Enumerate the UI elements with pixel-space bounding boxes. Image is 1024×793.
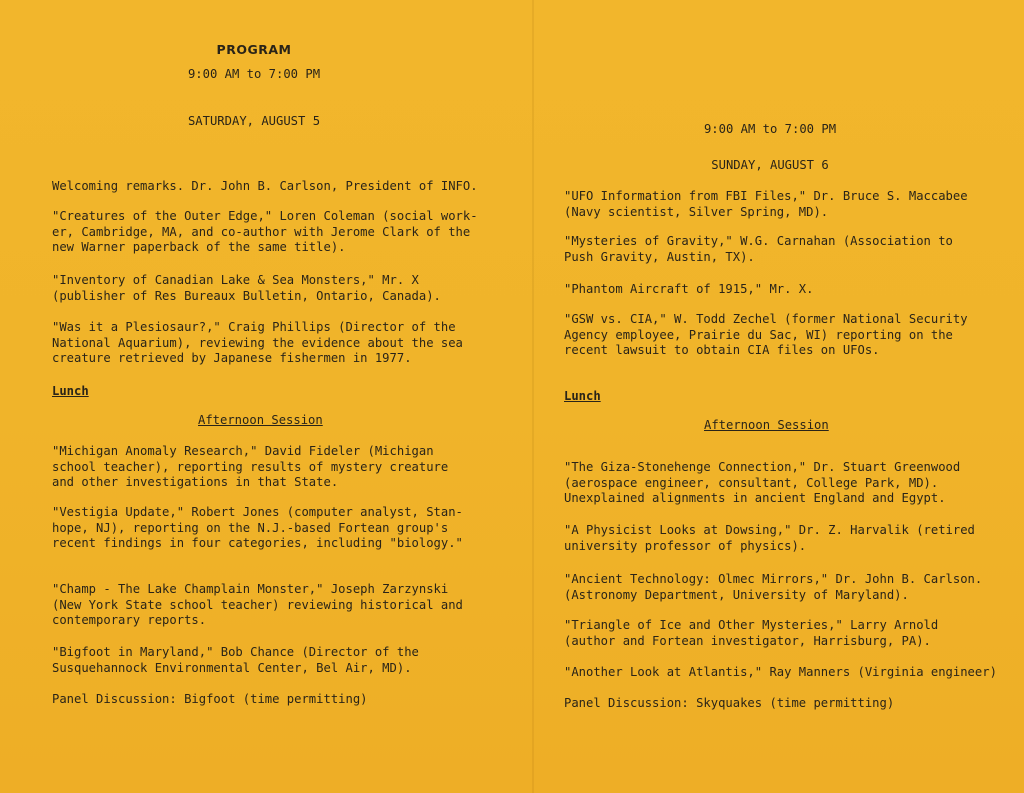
saturday-afternoon-session: Afternoon Session bbox=[198, 413, 323, 427]
program-item: "UFO Information from FBI Files," Dr. Bruce S. Maccabee (Navy scientist, Silver Spring, MD). bbox=[564, 189, 968, 219]
program-item: "Triangle of Ice and Other Mysteries," Larry Arnold (author and Fortean investigator, Harrisburg, PA). bbox=[564, 618, 939, 648]
sunday-date: SUNDAY, AUGUST 6 bbox=[711, 158, 829, 172]
sunday-time: 9:00 AM to 7:00 PM bbox=[703, 122, 837, 136]
program-item: "Phantom Aircraft of 1915," Mr. X. bbox=[564, 282, 814, 296]
program-item: "A Physicist Looks at Dowsing," Dr. Z. Harvalik (retired university professor of physics). bbox=[564, 523, 975, 553]
program-item: "GSW vs. CIA," W. Todd Zechel (former National Security Agency employee, Prairie du Sac, WI) reporting on the recent lawsuit to obtain CIA files on UFOs. bbox=[564, 312, 968, 358]
program-item: "Michigan Anomaly Research," David Fideler (Michigan school teacher), reporting results of mystery creature and other investigations in that State. bbox=[52, 444, 449, 490]
page-fold bbox=[532, 0, 534, 793]
program-item: "Vestigia Update," Robert Jones (computer analyst, Stan- hope, NJ), reporting on the N.J.-based Fortean group's recent findings in four categories, including "biology." bbox=[52, 505, 463, 551]
saturday-time: 9:00 AM to 7:00 PM bbox=[187, 67, 321, 81]
saturday-lunch: Lunch bbox=[52, 384, 89, 398]
program-item: "Bigfoot in Maryland," Bob Chance (Director of the Susquehannock Environmental Center, Bel Air, MD). bbox=[52, 645, 419, 675]
program-item: "Was it a Plesiosaur?," Craig Phillips (Director of the National Aquarium), reviewing the evidence about the sea creature retrieved by Japanese fishermen in 1977. bbox=[52, 320, 463, 366]
program-item: "Creatures of the Outer Edge," Loren Coleman (social work- er, Cambridge, MA, and co-author with Jerome Clark of the new Warner paperback of the same title). bbox=[52, 209, 478, 255]
program-item: "Inventory of Canadian Lake & Sea Monsters," Mr. X (publisher of Res Bureaux Bulletin, Ontario, Canada). bbox=[52, 273, 441, 303]
program-item: "Another Look at Atlantis," Ray Manners (Virginia engineer) bbox=[564, 665, 997, 679]
program-item: Panel Discussion: Bigfoot (time permitting) bbox=[52, 692, 368, 706]
program-item: "Ancient Technology: Olmec Mirrors," Dr. John B. Carlson. (Astronomy Department, University of Maryland). bbox=[564, 572, 983, 602]
program-item: "Mysteries of Gravity," W.G. Carnahan (Association to Push Gravity, Austin, TX). bbox=[564, 234, 953, 264]
program-item: "The Giza-Stonehenge Connection," Dr. Stuart Greenwood (aerospace engineer, consultant, College Park, MD). Unexplained alignments in ancient England and Egypt. bbox=[564, 460, 961, 506]
program-item: Panel Discussion: Skyquakes (time permitting) bbox=[564, 696, 895, 710]
saturday-date: SATURDAY, AUGUST 5 bbox=[187, 114, 321, 128]
sunday-lunch: Lunch bbox=[564, 389, 601, 403]
sunday-afternoon-session: Afternoon Session bbox=[704, 418, 829, 432]
program-item: "Champ - The Lake Champlain Monster," Joseph Zarzynski (New York State school teacher) reviewing historical and contemporary reports. bbox=[52, 582, 463, 628]
program-item: Welcoming remarks. Dr. John B. Carlson, President of INFO. bbox=[52, 179, 478, 193]
program-title: PROGRAM bbox=[216, 42, 292, 57]
